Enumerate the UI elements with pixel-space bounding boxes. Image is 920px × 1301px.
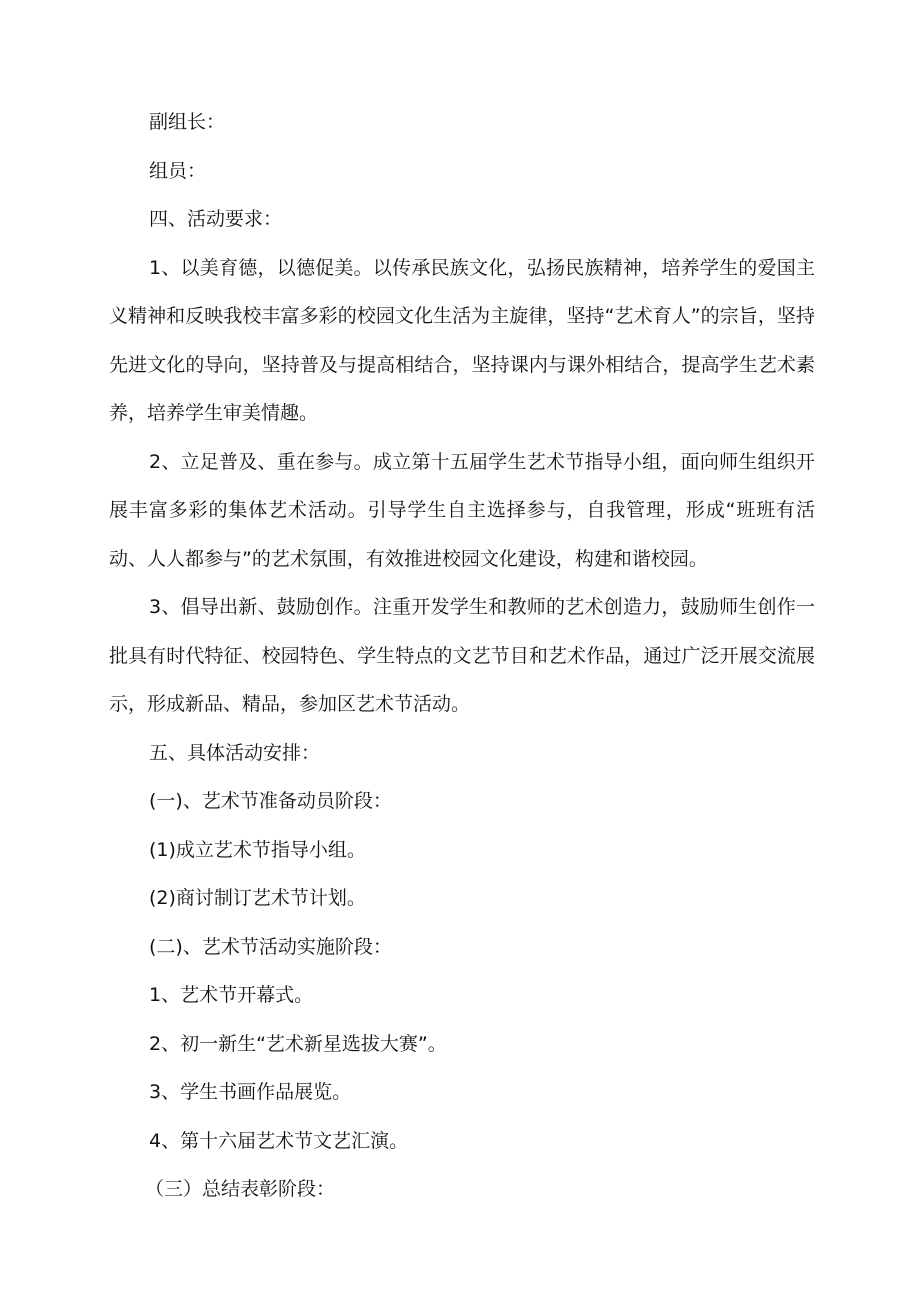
list-item-preparation-1: (1)成立艺术节指导小组。 [149, 838, 366, 861]
list-item-implementation-3: 3、学生书画作品展览。 [149, 1081, 352, 1103]
list-item-implementation-4: 4、第十六届艺术节文艺汇演。 [149, 1129, 409, 1152]
subsection-heading-summary: （三）总结表彰阶段： [145, 1178, 336, 1200]
subsection-heading-preparation: (一)、艺术节准备动员阶段： [149, 790, 392, 812]
paragraph-requirement-3: 3、倡导出新、鼓励创作。注重开发学生和教师的艺术创造力，鼓励师生创作一批具有时代特征、校园特色、学生特点的文艺节目和艺术作品，通过广泛开展交流展示，形成新品、精品，参加区艺术节活动。 [109, 596, 815, 715]
list-item-implementation-2: 2、初一新生“艺术新星选拔大赛”。 [149, 1032, 447, 1055]
list-item-implementation-1: 1、艺术节开幕式。 [149, 984, 314, 1006]
subsection-heading-implementation: (二)、艺术节活动实施阶段： [149, 935, 392, 958]
paragraph-members: 组员： [149, 159, 207, 182]
paragraph-requirement-2: 2、立足普及、重在参与。成立第十五届学生艺术节指导小组，面向师生组织开展丰富多彩的集体艺术活动。引导学生自主选择参与，自我管理，形成“班班有活动、人人都参与”的艺术氛围，有效推进校园文化建设，构建和谐校园。 [109, 450, 815, 570]
paragraph-deputy-leader: 副组长： [149, 111, 226, 133]
section-heading-activity-schedule: 五、具体活动安排： [149, 741, 321, 764]
list-item-preparation-2: (2)商讨制订艺术节计划。 [149, 887, 366, 909]
section-heading-activity-requirements: 四、活动要求： [149, 208, 283, 230]
paragraph-requirement-1: 1、以美育德，以德促美。以传承民族文化，弘扬民族精神，培养学生的爱国主义精神和反映我校丰富多彩的校园文化生活为主旋律，坚持“艺术育人”的宗旨，坚持先进文化的导向，坚持普及与提高相结合，坚持课内与课外相结合，提高学生艺术素养，培养学生审美情趣。 [109, 256, 815, 424]
